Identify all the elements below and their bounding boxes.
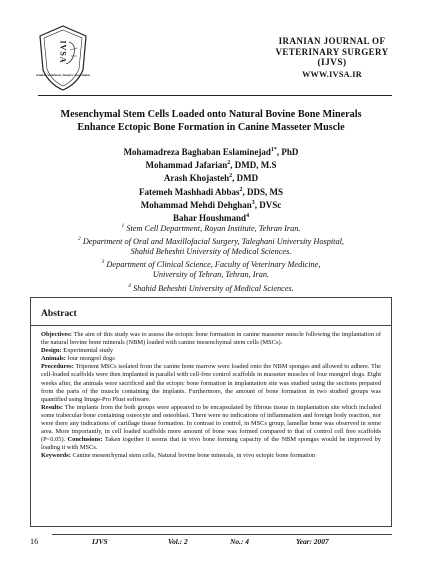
author-entry <box>20 198 402 211</box>
author-affiliation-mark: 2 <box>227 160 231 167</box>
page-footer <box>30 534 392 549</box>
procedures-label: Procedures: <box>41 363 74 371</box>
journal-website: WWW.IVSA.IR <box>302 70 362 79</box>
article-title <box>28 108 394 134</box>
objectives-paragraph <box>41 331 381 347</box>
footer-rule <box>52 534 392 535</box>
affiliation-line <box>20 234 402 247</box>
journal-abbr: (IJVS) <box>317 58 347 68</box>
svg-text:IVSA: IVSA <box>58 40 68 64</box>
journal-name-line2: VETERINARY SURGERY <box>275 47 389 57</box>
author-name: Mohammad Jafarian <box>145 160 228 171</box>
page-number: 16 <box>30 537 39 546</box>
footer-number: No.: 4 <box>230 537 249 546</box>
ivsa-logo <box>36 24 90 92</box>
conclusions-text: Taken together it seems that in vivo bone forming capacity of the NBM sponges would be improved by loading it with MSCs. <box>41 436 381 452</box>
author-degree: , DMD <box>232 173 259 184</box>
affiliation-text: Shahid Beheshti University of Medical Sciences. <box>133 283 294 293</box>
affiliation-list <box>20 221 402 294</box>
title-line-1: Mesenchymal Stem Cells Loaded onto Natural Bovine Bone Minerals <box>60 109 362 120</box>
author-degree: , DDS, MS <box>242 186 284 197</box>
design-paragraph <box>41 347 381 355</box>
journal-name-line1: IRANIAN JOURNAL OF <box>278 36 386 46</box>
author-name: Fatemeh Mashhadi Abbas <box>138 186 240 197</box>
abstract-body <box>41 331 381 461</box>
affiliation-line <box>20 221 402 234</box>
author-affiliation-mark: 4 <box>246 213 250 220</box>
author-entry <box>20 171 402 184</box>
footer-volume: Vol.: 2 <box>168 537 188 546</box>
author-affiliation-mark: 2 <box>239 186 243 193</box>
author-degree: , DMD, M.S <box>230 160 277 171</box>
affiliation-text: Stem Cell Department, Royan Institute, Tehran Iran. <box>126 223 301 233</box>
author-degree: , PhD <box>276 147 299 157</box>
author-name: Mohammad Mehdi Dehghan <box>140 199 252 210</box>
procedures-paragraph <box>41 363 381 403</box>
author-entry <box>20 185 402 198</box>
author-affiliation-mark: 1* <box>270 147 277 153</box>
author-list <box>20 145 402 224</box>
abstract-heading: Abstract <box>41 308 77 319</box>
abstract-rule <box>31 325 391 326</box>
author-entry <box>20 145 402 158</box>
affiliation-mark: 1 <box>121 223 125 229</box>
affiliation-line <box>20 281 402 294</box>
objectives-label: Objectives: <box>41 331 72 338</box>
animals-label: Animals: <box>41 355 66 363</box>
footer-journal: IJVS <box>92 537 108 546</box>
objectives-text: The aim of this study was to assess the ectopic bone formation in canine masseter muscle following the implantation of the natural bovine bone minerals (NBM) loaded with canine mesenchymal stem cells (MSCs). <box>41 331 381 347</box>
author-entry <box>20 158 402 171</box>
affiliation-text: University of Tehran, Tehran, Iran. <box>152 270 270 280</box>
author-name: Bahar Houshmand <box>172 213 247 224</box>
affiliation-text: Shahid Beheshti University of Medical Sciences. <box>130 247 292 257</box>
abstract-box <box>30 298 392 527</box>
header-rule <box>38 95 392 96</box>
design-text: Experimental study <box>63 347 114 355</box>
affiliation-mark: 3 <box>101 259 105 266</box>
animals-paragraph <box>41 355 381 363</box>
affiliation-line <box>20 257 402 270</box>
author-affiliation-mark: 3 <box>251 199 255 206</box>
affiliation-line <box>20 247 402 257</box>
keywords-paragraph <box>41 452 381 460</box>
title-line-2: Enhance Ectopic Bone Formation in Canine Masseter Muscle <box>77 122 345 133</box>
results-text: The implants from the both groups were appeared to be encapsulated by fibrous tissue in implantation site which included some trabecular bone containing osteocyte and osteoblast. There were no indications of inflammation and foreign body reaction, nor were there any indications of cartilage tissue formation. In contrast to control, in MSCs group, lamellar bone was observed in some area. More importantly, in cell loaded scaffolds more amount of bone was formed compared to that of control cell free scaffolds (P<0.05). <box>41 403 382 444</box>
affiliation-text: Department of Clinical Science, Faculty of Veterinary Medicine, <box>106 260 321 270</box>
author-name: Mohamadreza Baghaban Eslaminejad <box>123 147 271 157</box>
journal-masthead <box>272 36 392 80</box>
footer-year: Year: 2007 <box>296 537 329 546</box>
svg-text:Iranian Veterinary Surgery Ass: Iranian Veterinary Surgery Association <box>36 73 90 77</box>
affiliation-mark: 4 <box>128 282 131 289</box>
affiliation-line <box>20 270 402 280</box>
results-label: Results: <box>41 403 64 411</box>
author-degree: , DVSc <box>254 199 282 210</box>
keywords-label: Keywords: <box>41 452 71 460</box>
author-name: Arash Khojasteh <box>163 173 230 184</box>
design-label: Design: <box>41 347 62 355</box>
results-paragraph <box>41 404 381 453</box>
affiliation-text: Department of Oral and Maxillofacial Surgery, Taleghani University Hospital, <box>82 236 344 246</box>
conclusions-label: Conclusions: <box>67 436 103 444</box>
author-affiliation-mark: 2 <box>229 173 233 180</box>
keywords-text: Canine mesenchymal stem cells, Natural bovine bone minerals, in vivo ectopic bone formation <box>72 452 316 460</box>
procedures-text: Tripotent MSCs isolated from the canine bone marrow were loaded onto the NBM sponges and allowed to adhere. The cell-loaded scaffolds were then implanted in parallel with cell-free control scaffolds in masseter muscles of four mongrel dogs. Eight weeks after, the animals were sacrificed and the ectopic bone formation in implantation site was studied using the sections prepared from the parts of the muscle containing the implants. Furthermore, the amount of bone formation in two studied groups was quantified using Image-Pro Plust software. <box>41 363 381 403</box>
animals-text: four mongrel dogs <box>67 355 115 363</box>
affiliation-mark: 2 <box>77 236 81 243</box>
